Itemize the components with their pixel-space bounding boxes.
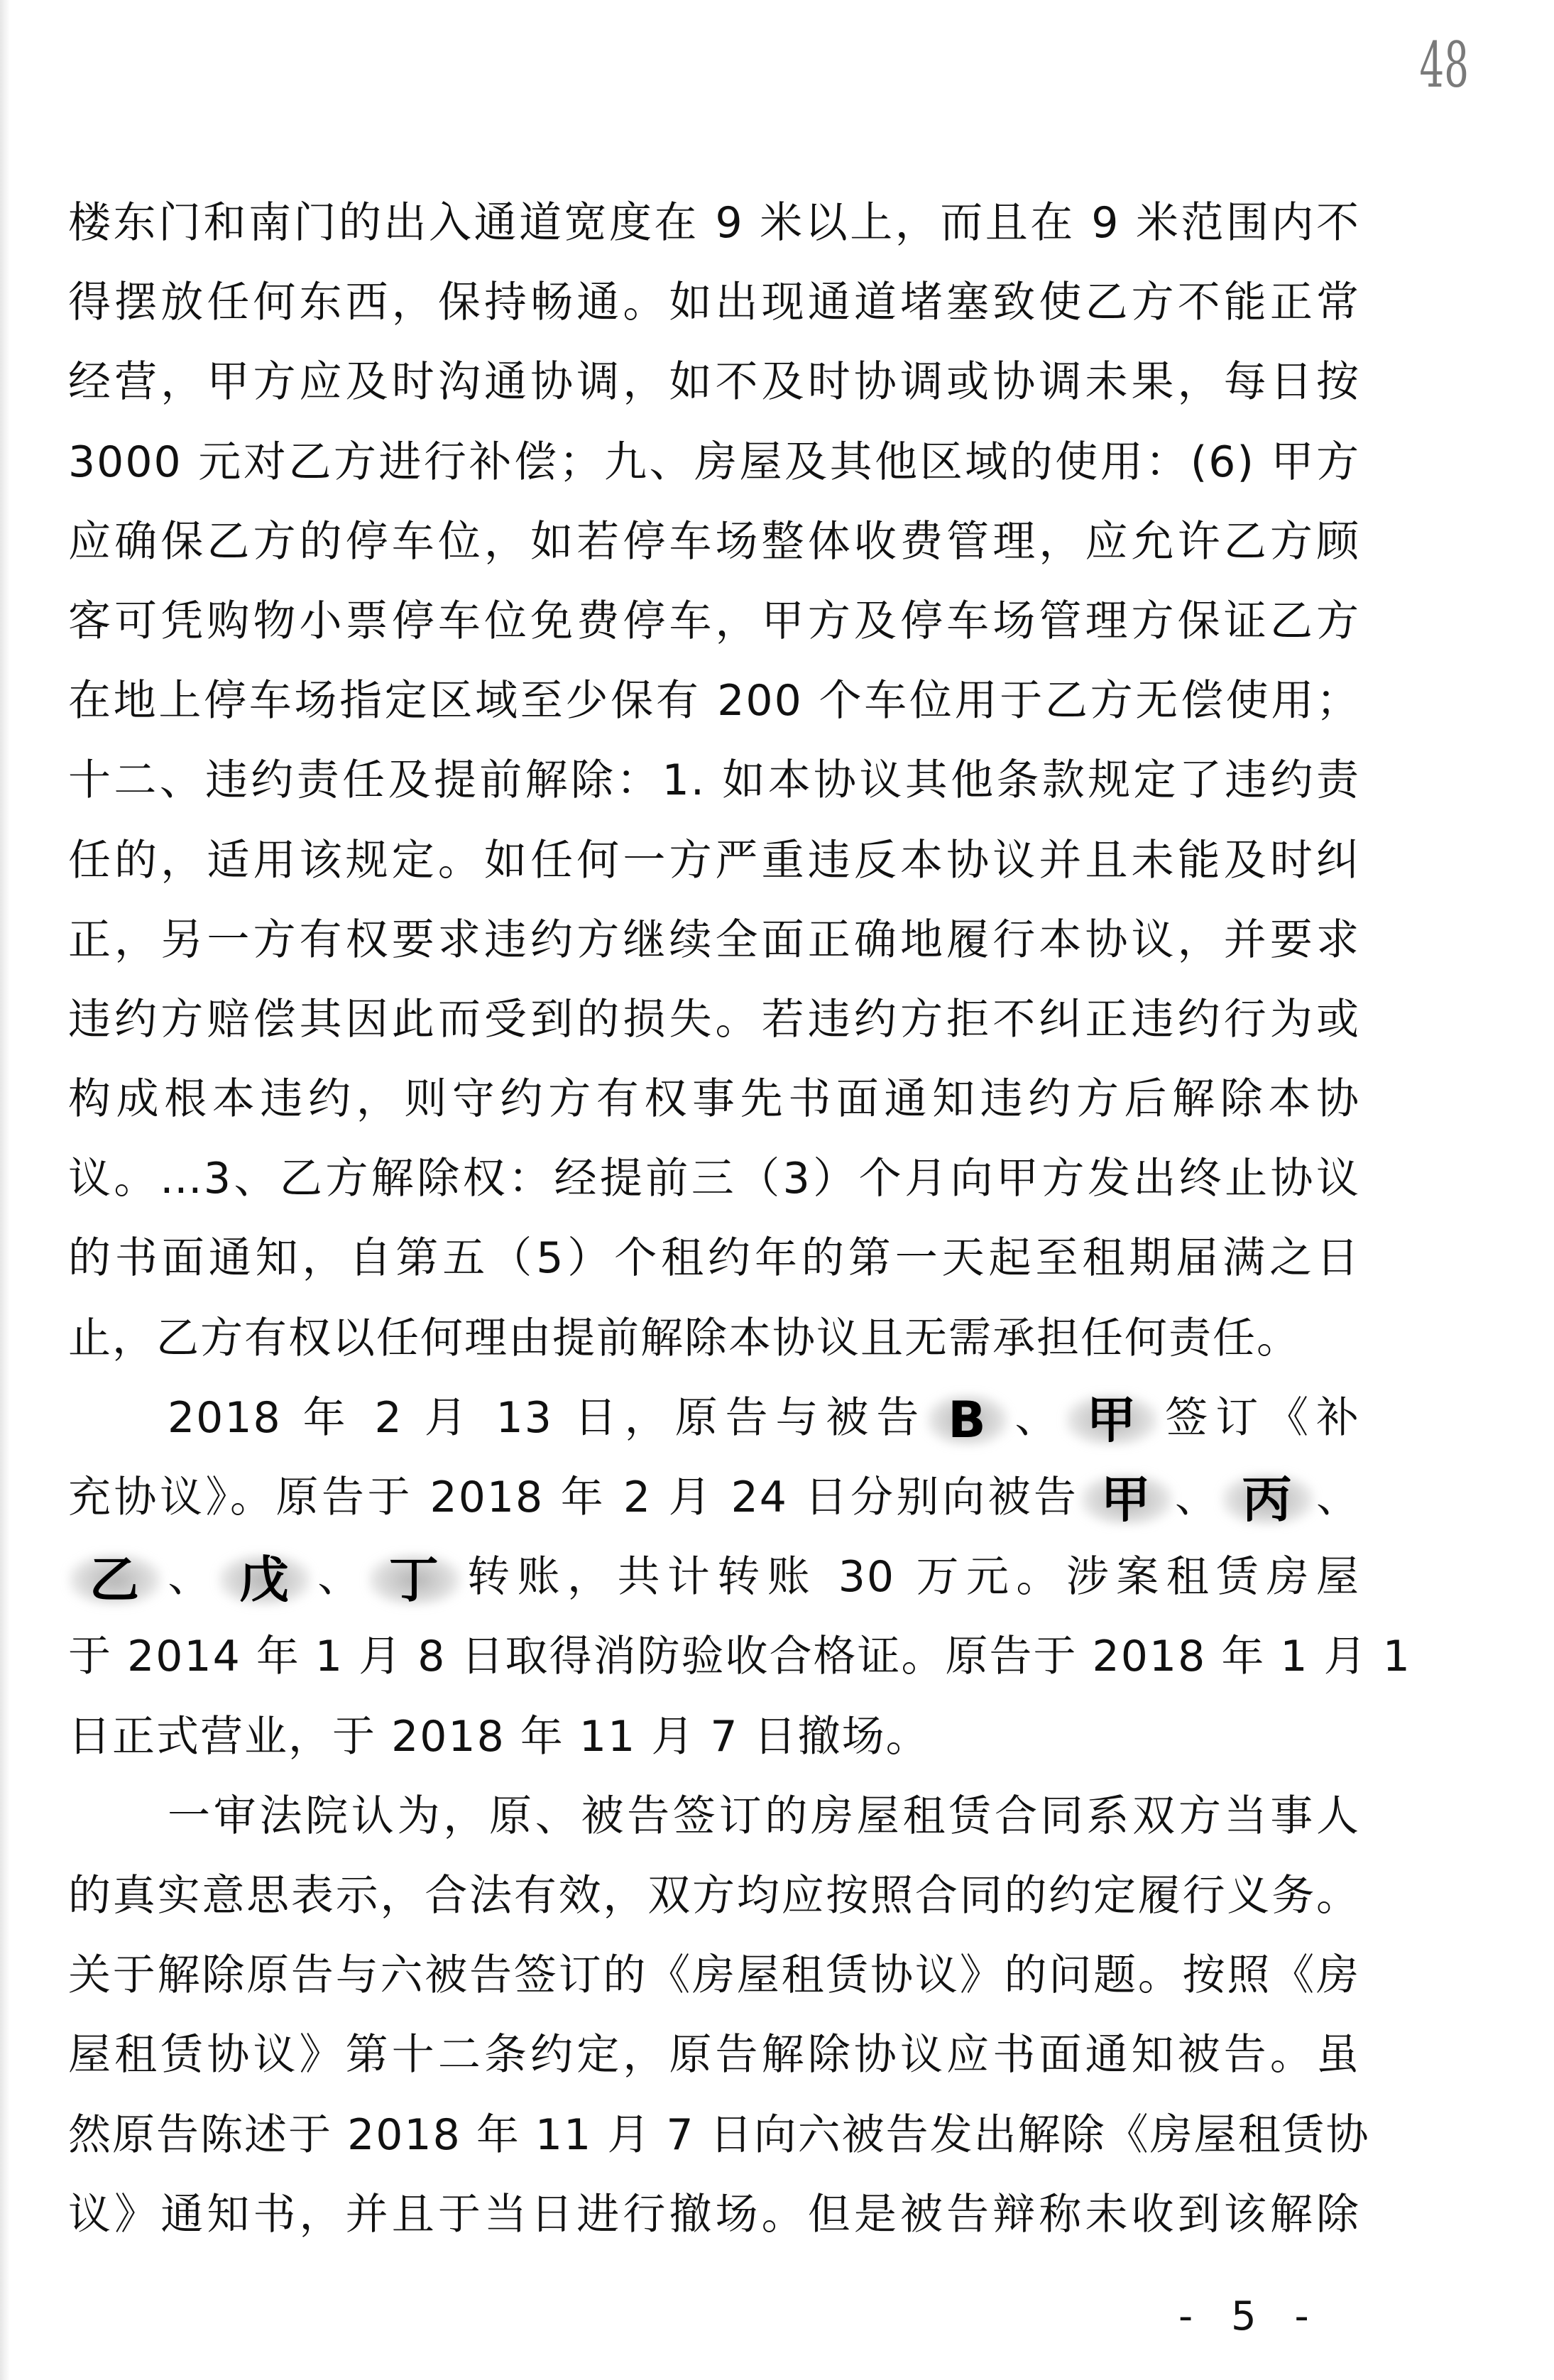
text-line: 的真实意思表示，合法有效，双方均应按照合同的约定履行义务。: [68, 1870, 1360, 1921]
text-line: 在地上停车场指定区域至少保有 200 个车位用于乙方无偿使用；: [68, 676, 1360, 726]
separator: 、: [1314, 1473, 1361, 1522]
text-segment: 充协议》。原告于 2018 年 2 月 24 日分别向被告: [68, 1473, 1080, 1522]
redacted-name: 乙: [68, 1548, 162, 1612]
text-line: 日正式营业，于 2018 年 11 月 7 日撤场。: [68, 1711, 930, 1762]
text-segment: 签订《补: [1159, 1392, 1361, 1443]
text-line: 屋租赁协议》第十二条约定，原告解除协议应书面通知被告。虽: [68, 2030, 1360, 2080]
redacted-name: 戊: [218, 1548, 312, 1612]
text-line: 然原告陈述于 2018 年 11 月 7 日向六被告发出解除《房屋租赁协: [68, 2109, 1370, 2160]
separator: 、: [1008, 1392, 1066, 1443]
text-line: 关于解除原告与六被告签订的《房屋租赁协议》的问题。按照《房: [68, 1950, 1360, 2001]
paragraph-contract-terms: [68, 183, 1360, 1378]
text-line: 楼东门和南门的出入通道宽度在 9 米以上，而且在 9 米范围内不: [68, 198, 1360, 248]
text-line-with-redactions: [68, 1458, 1360, 1537]
redacted-name: 丁: [368, 1548, 461, 1612]
page-number: - 5 -: [1178, 2293, 1322, 2340]
text-line-with-redactions: [68, 1378, 1360, 1458]
text-line: 3000 元对乙方进行补偿；九、房屋及其他区域的使用：(6) 甲方: [68, 437, 1360, 487]
separator: 、: [311, 1552, 368, 1603]
separator: 、: [1173, 1473, 1221, 1522]
text-segment: 2018 年 2 月 13 日，原告与被告: [168, 1392, 927, 1443]
redacted-name: 甲: [1080, 1468, 1173, 1532]
text-line: 议。…3、乙方解除权：经提前三（3）个月向甲方发出终止协议: [68, 1154, 1360, 1204]
separator: 、: [162, 1552, 218, 1603]
text-line: 止，乙方有权以任何理由提前解除本协议且无需承担任何责任。: [68, 1313, 1301, 1363]
text-line: 违约方赔偿其因此而受到的损失。若违约方拒不纠正违约行为或: [68, 994, 1360, 1044]
text-line: 经营，甲方应及时沟通协调，如不及时协调或协调未果，每日按: [68, 357, 1360, 408]
text-line: 客可凭购物小票停车位免费停车，甲方及停车场管理方保证乙方: [68, 596, 1360, 646]
document-body: [68, 183, 1411, 2254]
text-line: 得摆放任何东西，保持畅通。如出现通道堵塞致使乙方不能正常: [68, 278, 1360, 328]
text-line: 一审法院认为，原、被告签订的房屋租赁合同系双方当事人: [168, 1791, 1360, 1841]
text-line: 议》通知书，并且于当日进行撤场。但是被告辩称未收到该解除: [68, 2189, 1360, 2239]
text-line: 的书面通知，自第五（5）个租约年的第一天起至租期届满之日: [68, 1233, 1360, 1284]
text-line: 任的，适用该规定。如任何一方严重违反本协议并且未能及时纠: [68, 835, 1360, 885]
paragraph-court-opinion: [68, 1776, 1370, 2254]
text-line: 于 2014 年 1 月 8 日取得消防验收合格证。原告于 2018 年 1 月 1: [68, 1632, 1411, 1682]
redacted-name: B: [926, 1388, 1008, 1452]
text-line-with-redactions: [68, 1537, 1360, 1617]
paragraph-supplementary-agreement: [68, 1378, 1411, 1776]
text-line: 构成根本违约，则守约方有权事先书面通知违约方后解除本协: [68, 1074, 1360, 1125]
text-line: 应确保乙方的停车位，如若停车场整体收费管理，应允许乙方顾: [68, 516, 1360, 567]
redacted-name: 甲: [1065, 1388, 1159, 1452]
text-line: 正，另一方有权要求违约方继续全面正确地履行本协议，并要求: [68, 915, 1360, 965]
text-line: 十二、违约责任及提前解除：1. 如本协议其他条款规定了违约责: [68, 755, 1360, 806]
handwritten-folio-number: 48: [1419, 28, 1469, 102]
redacted-name: 丙: [1221, 1468, 1315, 1532]
text-segment: 转账，共计转账 30 万元。涉案租赁房屋: [461, 1552, 1361, 1603]
scan-page-edge: [0, 0, 10, 2380]
